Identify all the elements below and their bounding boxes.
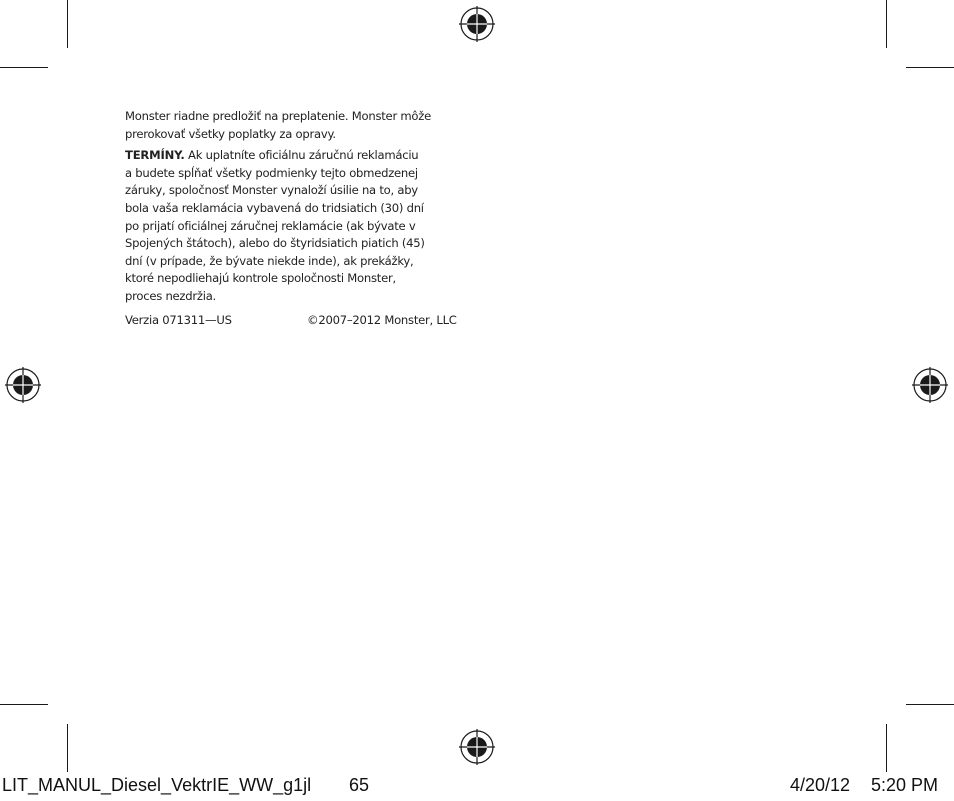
text-line: prerokovať všetky poplatky za opravy. <box>125 126 336 141</box>
version-copyright-row <box>125 312 470 330</box>
slug-page-number: 65 <box>349 775 370 795</box>
crop-mark-bottom-left-horizontal <box>0 704 48 705</box>
slug-time: 5:20 PM <box>871 775 939 795</box>
registration-mark-icon <box>459 6 495 42</box>
text-line: záruky, spoločnosť Monster vynaloží úsilie na to, aby <box>125 183 418 198</box>
slug-date: 4/20/12 <box>790 775 851 795</box>
text-line: a budete spĺňať všetky podmienky tejto obmedzenej <box>125 165 418 180</box>
registration-mark-icon <box>459 729 495 765</box>
text-line: ktoré nepodliehajú kontrole spoločnosti Monster, <box>125 271 396 286</box>
crop-mark-bottom-left-vertical <box>67 724 68 772</box>
paragraph-terms <box>125 147 470 305</box>
text-line: bola vaša reklamácia vybavená do tridsiatich (30) dní <box>125 200 424 215</box>
text-fragment: Ak uplatníte oficiálnu záručnú reklamáciu <box>184 148 419 163</box>
paragraph-repair-fees <box>125 108 470 143</box>
crop-mark-bottom-right-vertical <box>886 724 887 772</box>
copyright-notice: ©2007–2012 Monster, LLC <box>307 312 457 327</box>
text-line: Monster riadne predložiť na preplatenie. Monster môže <box>125 109 431 123</box>
text-line <box>125 147 470 165</box>
text-line: dní (v prípade, že bývate niekde inde), ak prekážky, <box>125 253 414 268</box>
registration-mark-icon <box>5 367 41 403</box>
text-line: po prijatí oficiálnej záručnej reklamácie (ak bývate v <box>125 218 416 233</box>
crop-mark-top-left-vertical <box>67 0 68 48</box>
registration-mark-icon <box>912 367 948 403</box>
terms-heading: TERMÍNY. <box>125 148 185 163</box>
warranty-text-block <box>125 108 470 330</box>
crop-mark-top-right-vertical <box>886 0 887 48</box>
version-label: Verzia 071311—US <box>125 312 232 327</box>
crop-mark-top-right-horizontal <box>906 67 954 68</box>
crop-mark-bottom-right-horizontal <box>906 704 954 705</box>
text-line: Spojených štátoch), alebo do štyridsiatich piatich (45) <box>125 236 425 251</box>
crop-mark-top-left-horizontal <box>0 67 48 68</box>
text-line: proces nezdržia. <box>125 288 216 303</box>
slug-filename: LIT_MANUL_Diesel_VektrIE_WW_g1jl <box>2 775 312 795</box>
